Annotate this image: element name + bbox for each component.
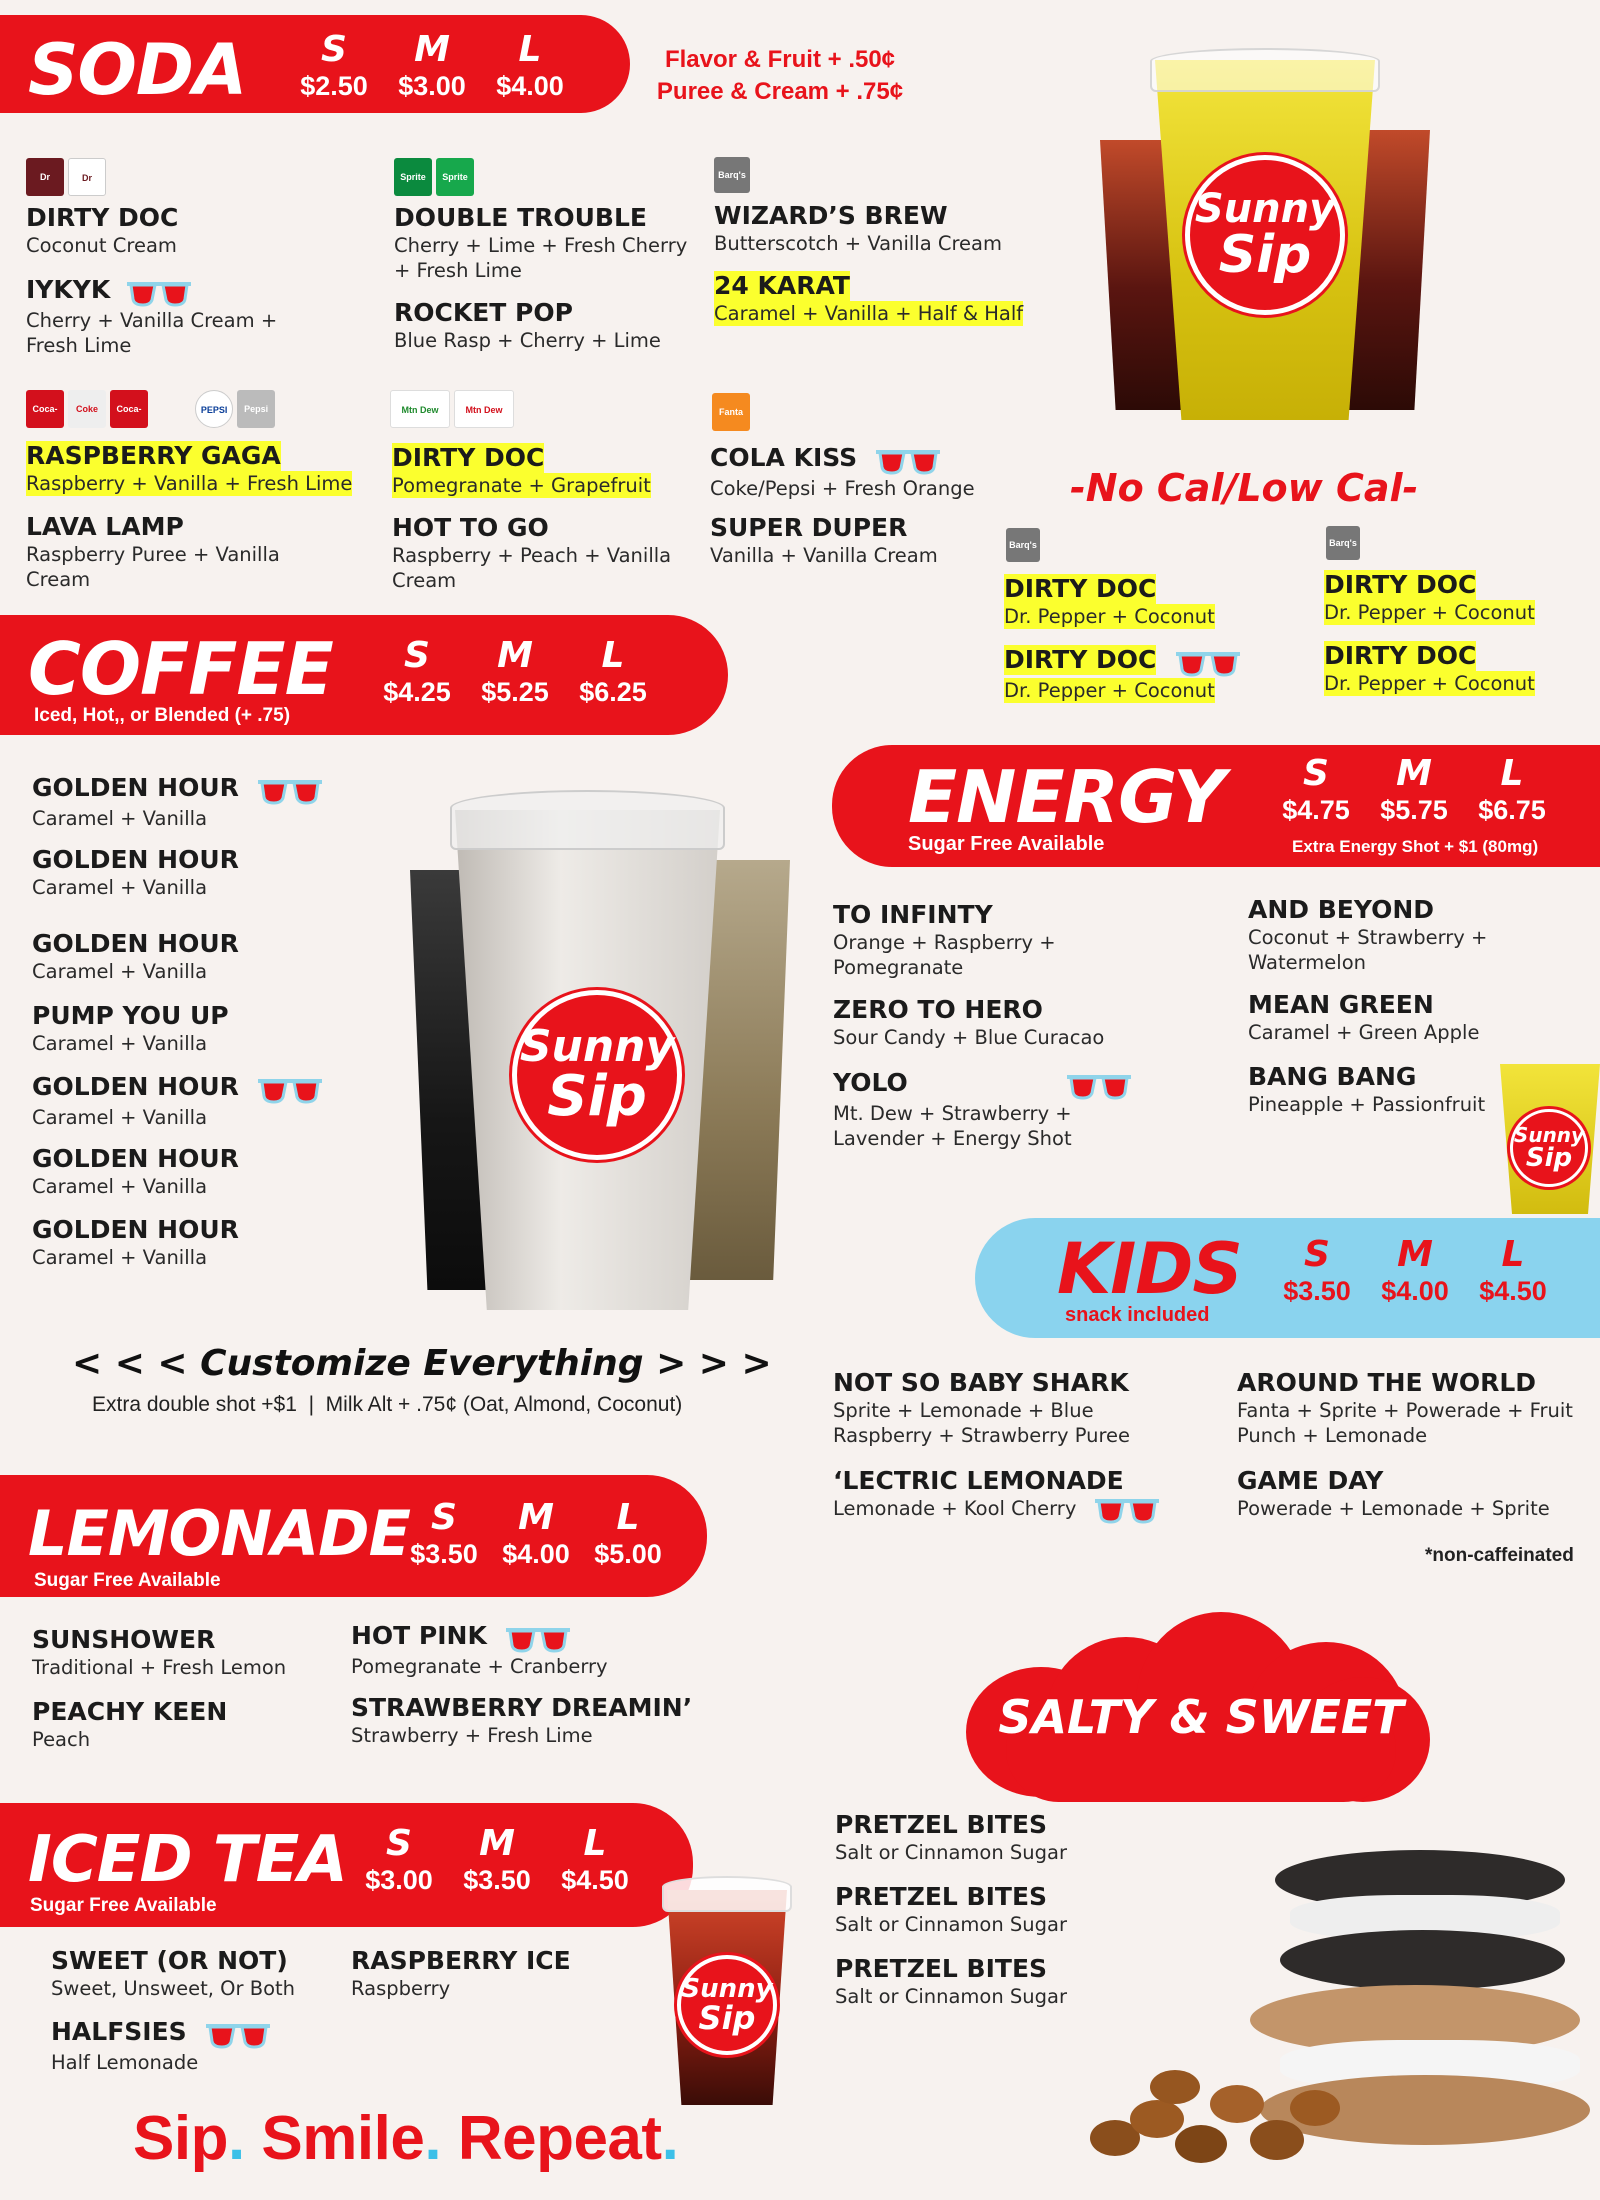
coke-logo: Coke (68, 390, 106, 428)
nocal-logo-2 (1326, 526, 1364, 560)
soda-item: ROCKET POP Blue Rasp + Cherry + Lime (394, 298, 661, 352)
soda-item: SUPER DUPER Vanilla + Vanilla Cream (710, 513, 938, 567)
cola-logos (26, 390, 279, 428)
sunglasses-icon (1091, 1497, 1163, 1525)
size-medium: M $4.00 (1381, 1234, 1449, 1306)
energy-cup-image (1500, 1064, 1600, 1214)
lemonade-item: HOT PINK Pomegranate + Cranberry (351, 1621, 608, 1678)
size-small: S $2.50 (300, 29, 368, 101)
coffee-subtitle: Iced, Hot,, or Blended (+ .75) (34, 705, 291, 726)
kids-subtitle: snack included (1065, 1304, 1210, 1326)
pepsi-logo: PEPSI (195, 390, 233, 428)
size-small: S $3.50 (410, 1497, 478, 1569)
sunny-sip-logo: Sunny Sip (1510, 1109, 1588, 1187)
sunglasses-icon (254, 778, 326, 806)
lemonade-item: SUNSHOWER Traditional + Fresh Lemon (32, 1625, 287, 1679)
size-large: L $4.00 (496, 29, 564, 101)
soda-item: DIRTY DOC Pomegranate + Grapefruit (392, 443, 651, 497)
dr-pepper-logos (26, 158, 110, 196)
mtn-dew-logo: Mtn Dew (390, 390, 450, 428)
kids-banner (975, 1218, 1600, 1338)
size-medium: M $5.25 (481, 635, 549, 707)
soda-addons: Flavor & Fruit + .50¢ Puree & Cream + .75¢ (656, 46, 904, 105)
size-large: L $6.75 (1478, 753, 1546, 825)
salty-title: SALTY & SWEET (998, 1690, 1404, 1744)
size-large: L $4.50 (561, 1823, 629, 1895)
coca-cola-logo: Coca- (26, 390, 64, 428)
kids-item: ‘LECTRIC LEMONADE Lemonade + Kool Cherry (833, 1466, 1193, 1525)
lemonade-item: PEACHY KEEN Peach (32, 1697, 228, 1751)
tea-item: SWEET (OR NOT) Sweet, Unsweet, Or Both (51, 1946, 296, 2000)
lemonade-subtitle: Sugar Free Available (34, 1570, 221, 1591)
sunglasses-icon (202, 2022, 274, 2050)
mtn-dew-logos (390, 390, 518, 428)
fanta-logos (712, 393, 754, 431)
sunglasses-icon (254, 1077, 326, 1105)
nocal-title: -No Cal/Low Cal- (1070, 466, 1419, 510)
energy-item: TO INFINTY Orange + Raspberry + Pomegranate (833, 900, 1056, 979)
nocal-item: DIRTY DOC Dr. Pepper + Coconut (1004, 645, 1334, 703)
soda-item: WIZARD’S BREW Butterscotch + Vanilla Cream (714, 201, 1002, 255)
sunglasses-icon (872, 448, 944, 476)
energy-sizes (1282, 753, 1546, 825)
coffee-cups-image (405, 770, 795, 1310)
lemonade-sizes (410, 1497, 700, 1569)
coffee-item: GOLDEN HOUR Caramel + Vanilla (32, 845, 239, 899)
energy-item: BANG BANG Pineapple + Passionfruit (1248, 1062, 1486, 1116)
size-large: L $6.25 (579, 635, 647, 707)
salty-item: PRETZEL BITES Salt or Cinnamon Sugar (835, 1882, 1068, 1936)
barqs-logo: Barq's (714, 157, 750, 193)
cup-lid (662, 1876, 792, 1912)
soda-item: DOUBLE TROUBLE Cherry + Lime + Fresh Cherry + Fresh Lime (394, 203, 688, 282)
lemonade-item: STRAWBERRY DREAMIN’ Strawberry + Fresh Lime (351, 1693, 693, 1747)
sunglasses-icon (125, 280, 193, 308)
sunglasses-icon (502, 1626, 574, 1654)
salty-item: PRETZEL BITES Salt or Cinnamon Sugar (835, 1810, 1068, 1864)
tea-item: RASPBERRY ICE Raspberry (351, 1946, 571, 2000)
sprite-logo: Sprite (394, 158, 432, 196)
sunny-sip-logo: Sunny Sip (512, 990, 682, 1160)
dr-pepper-logo: Dr (26, 158, 64, 196)
sunglasses-icon (1063, 1073, 1135, 1101)
tagline-dot: . (227, 2104, 245, 2173)
size-medium: M $4.00 (502, 1497, 570, 1569)
tagline-word: Sip (133, 2104, 228, 2173)
coffee-item: GOLDEN HOUR Caramel + Vanilla (32, 1215, 239, 1269)
coffee-item: GOLDEN HOUR Caramel + Vanilla (32, 929, 239, 983)
cookie-bottom-dark (1280, 1930, 1565, 1990)
lemonade-banner (0, 1475, 707, 1597)
lemonade-title: LEMONADE (28, 1497, 410, 1570)
salty-item: PRETZEL BITES Salt or Cinnamon Sugar (835, 1954, 1068, 2008)
energy-item: ZERO TO HERO Sour Candy + Blue Curacao (833, 995, 1105, 1049)
tea-sizes (365, 1823, 629, 1895)
energy-subtitle: Sugar Free Available (908, 833, 1105, 855)
cup-lid (450, 790, 725, 850)
soda-banner (0, 15, 630, 113)
coffee-banner (0, 615, 728, 735)
tagline-word: Repeat (457, 2104, 662, 2173)
tea-title: ICED TEA (28, 1823, 347, 1897)
tagline (133, 2103, 678, 2174)
energy-title: ENERGY (908, 755, 1225, 839)
kids-item: GAME DAY Powerade + Lemonade + Sprite (1237, 1466, 1550, 1520)
size-small: S $4.25 (383, 635, 451, 707)
soda-title: SODA (28, 29, 247, 111)
nocal-item: DIRTY DOC Dr. Pepper + Coconut (1324, 570, 1535, 624)
soda-cups-image (1090, 40, 1440, 420)
coffee-item: GOLDEN HOUR Caramel + Vanilla (32, 1072, 362, 1130)
energy-item: AND BEYOND Coconut + Strawberry + Watermelon (1248, 895, 1488, 974)
coffee-item: PUMP YOU UP Caramel + Vanilla (32, 1001, 229, 1055)
customize-note: Extra double shot +$1 | Milk Alt + .75¢ (Oat, Almond, Coconut) (92, 1393, 683, 1416)
cookies-pretzels-image (1080, 1840, 1600, 2180)
barqs-logos (714, 157, 754, 193)
pretzel-bites (1090, 2070, 1350, 2170)
nocal-item: DIRTY DOC Dr. Pepper + Coconut (1324, 641, 1535, 695)
size-large: L $4.50 (1479, 1234, 1547, 1306)
tea-item: HALFSIES Half Lemonade (51, 2017, 381, 2075)
soda-item: COLA KISS Coke/Pepsi + Fresh Orange (710, 443, 975, 500)
tea-subtitle: Sugar Free Available (30, 1895, 217, 1916)
coffee-item: GOLDEN HOUR Caramel + Vanilla (32, 1144, 239, 1198)
tea-banner (0, 1803, 693, 1927)
pepsi-logo: Pepsi (237, 390, 275, 428)
size-small: S $4.75 (1282, 753, 1350, 825)
size-small: S $3.00 (365, 1823, 433, 1895)
nocal-item: DIRTY DOC Dr. Pepper + Coconut (1004, 574, 1215, 628)
cup-lid (1150, 48, 1380, 92)
kids-note: *non-caffeinated (1425, 1545, 1574, 1566)
soda-item: LAVA LAMP Raspberry Puree + Vanilla Cream (26, 512, 280, 591)
sunglasses-icon (1172, 650, 1244, 678)
size-large: L $5.00 (594, 1497, 662, 1569)
salty-cloud (966, 1612, 1430, 1812)
energy-extra: Extra Energy Shot + $1 (80mg) (1292, 837, 1539, 856)
soda-item: RASPBERRY GAGA Raspberry + Vanilla + Fresh Lime (26, 441, 353, 495)
tagline-dot: . (424, 2104, 442, 2173)
coffee-sizes (383, 635, 647, 707)
kids-item: AROUND THE WORLD Fanta + Sprite + Powerade + Fruit Punch + Lemonade (1237, 1368, 1573, 1447)
kids-title: KIDS (1057, 1228, 1242, 1310)
fanta-logo: Fanta (712, 393, 750, 431)
sunny-sip-logo: Sunny Sip (677, 1955, 777, 2055)
diet-dr-pepper-logo: Dr (68, 158, 106, 196)
kids-sizes (1283, 1234, 1547, 1306)
coffee-title: COFFEE (28, 627, 333, 711)
coca-cola-logo: Coca- (110, 390, 148, 428)
tagline-word: Smile (261, 2104, 425, 2173)
nocal-logo-1 (1006, 528, 1044, 562)
size-small: S $3.50 (1283, 1234, 1351, 1306)
soda-item: DIRTY DOC Coconut Cream (26, 203, 179, 257)
sprite-logo: Sprite (436, 158, 474, 196)
barqs-logo: Barq's (1326, 526, 1360, 560)
kids-item: NOT SO BABY SHARK Sprite + Lemonade + Blue Raspberry + Strawberry Puree (833, 1368, 1131, 1447)
energy-banner (832, 745, 1600, 867)
tagline-dot: . (661, 2104, 679, 2173)
tea-cup-image (662, 1870, 792, 2105)
energy-item: MEAN GREEN Caramel + Green Apple (1248, 990, 1480, 1044)
sprite-logos (394, 158, 478, 196)
soda-item: 24 KARAT Caramel + Vanilla + Half & Half (714, 271, 1024, 325)
soda-item: IYKYK Cherry + Vanilla Cream + Fresh Lime (26, 275, 278, 357)
size-medium: M $5.75 (1380, 753, 1448, 825)
mtn-dew-logo: Mtn Dew (454, 390, 514, 428)
customize-title: < < < Customize Everything > > > (72, 1343, 772, 1384)
coffee-item: GOLDEN HOUR Caramel + Vanilla (32, 773, 362, 831)
size-medium: M $3.00 (398, 29, 466, 101)
soda-sizes (300, 29, 564, 101)
energy-item: YOLO Mt. Dew + Strawberry + Lavender + Energy Shot (833, 1068, 1153, 1151)
barqs-logo: Barq's (1006, 528, 1040, 562)
soda-item: HOT TO GO Raspberry + Peach + Vanilla Cream (392, 513, 672, 592)
sunny-sip-logo: Sunny Sip (1185, 155, 1345, 315)
size-medium: M $3.50 (463, 1823, 531, 1895)
